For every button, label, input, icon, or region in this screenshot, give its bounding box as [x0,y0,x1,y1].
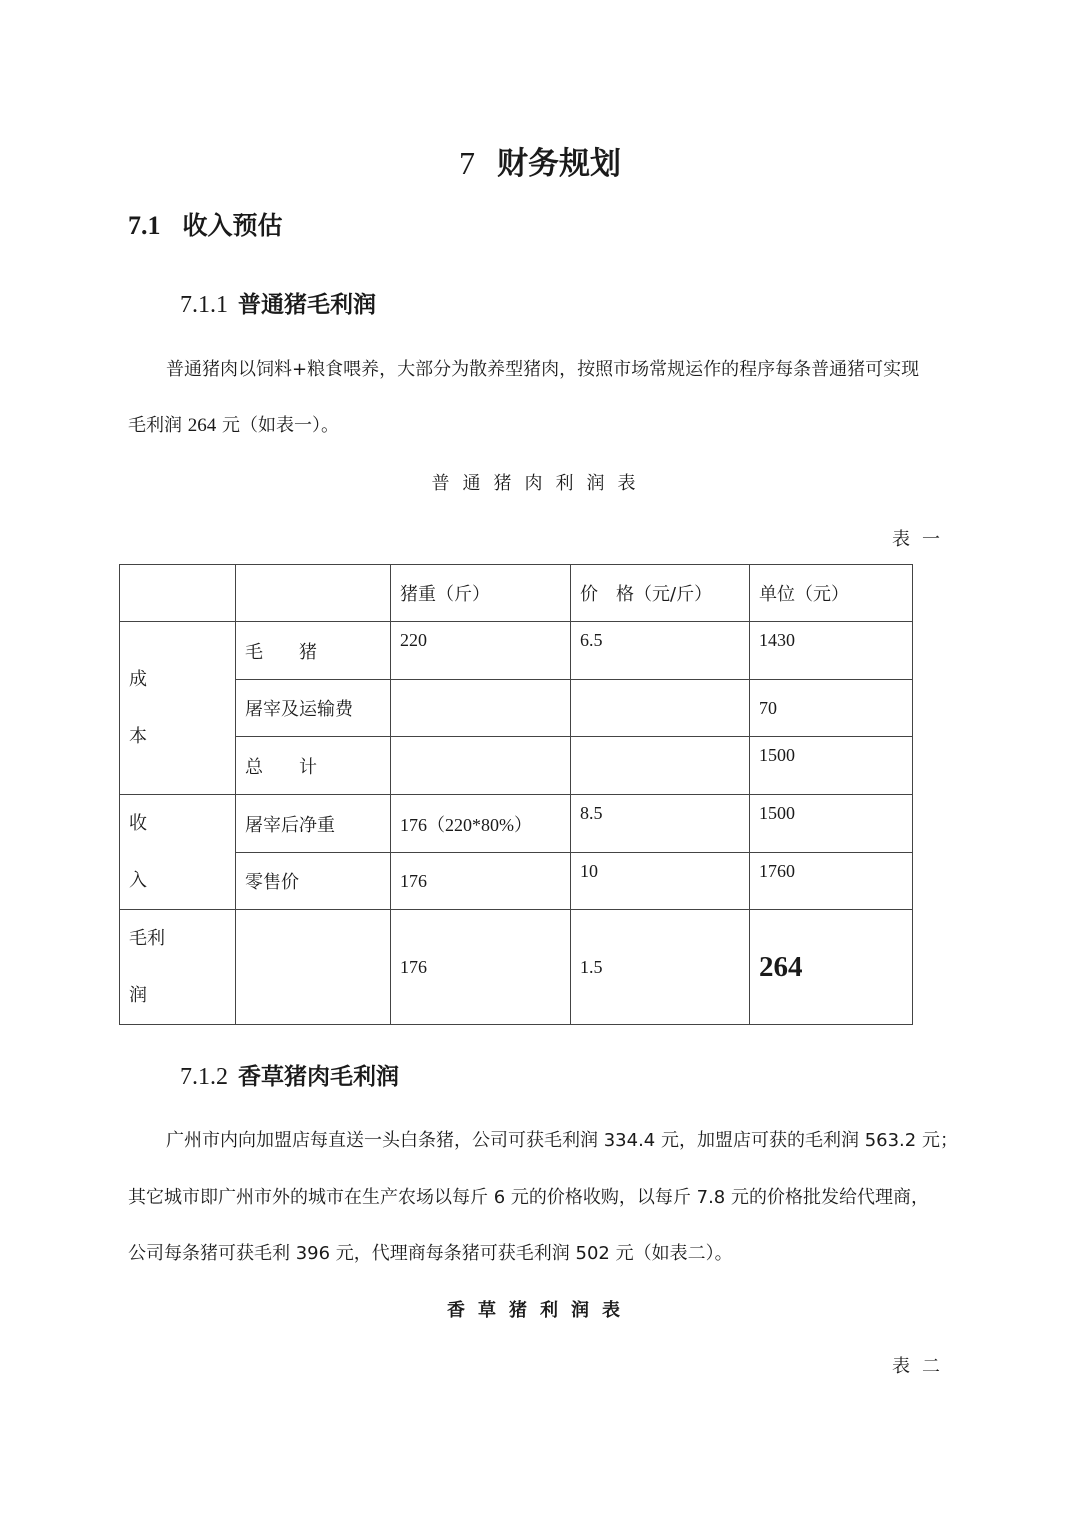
table-header-row [120,565,913,622]
subsection-title-1: 普通猪毛利润 [238,292,376,318]
header-unit: 单位（元） [750,565,913,622]
p1-text-b: 元（如表一）。 [216,415,339,436]
profit-table-1 [119,564,913,1025]
gross-profit-value: 264 [759,950,803,983]
chapter-number: 7 [459,145,475,181]
income-group-label [120,795,236,910]
row-item: 总 计 [236,737,391,795]
p1-number: 264 [187,415,217,436]
paragraph-2-line-1: 广州市内向加盟店每直送一头白条猪，公司可获毛利润 334.4 元，加盟店可获的毛利润 563.2 元； [166,1130,958,1151]
income-group-text: 收入 [129,813,147,891]
table-row [120,622,913,680]
header-price: 价 格（元/斤） [571,565,750,622]
table2-label: 表二 [892,1356,952,1377]
subsection-number-1: 7.1.1 [180,292,228,318]
paragraph-1-line-2 [128,411,339,437]
row-weight: 176（220*80%） [391,795,571,853]
subsection-heading-1 [180,286,376,319]
row-price [571,737,750,795]
subsection-title-2: 香草猪肉毛利润 [238,1064,399,1090]
row-unit [750,910,913,1025]
p1-text-a: 毛利润 [128,415,188,436]
chapter-title [0,138,1080,183]
section-heading [128,206,283,242]
row-weight [391,737,571,795]
row-item: 屠宰及运输费 [236,680,391,737]
section-number: 7.1 [128,211,161,240]
row-unit: 1430 [750,622,913,680]
table-row [120,795,913,853]
row-weight: 176 [391,910,571,1025]
row-unit: 1500 [750,737,913,795]
profit-group-label [120,910,236,1025]
row-price: 1.5 [571,910,750,1025]
row-unit: 70 [750,680,913,737]
table2-caption: 香草猪利润表 [447,1300,633,1321]
row-weight: 176 [391,853,571,910]
header-cell-empty-2 [236,565,391,622]
subsection-number-2: 7.1.2 [180,1064,228,1090]
table-row [120,910,913,1025]
row-price: 10 [571,853,750,910]
paragraph-2-line-3: 公司每条猪可获毛利 396 元，代理商每条猪可获毛利润 502 元（如表二）。 [128,1243,733,1264]
section-title: 收入预估 [182,211,283,240]
header-cell-empty-1 [120,565,236,622]
table1-caption: 普通猪肉利润表 [431,473,649,494]
header-weight: 猪重（斤） [391,565,571,622]
table1-label: 表一 [892,529,952,550]
row-price: 8.5 [571,795,750,853]
row-weight [391,680,571,737]
row-item: 毛 猪 [236,622,391,680]
subsection-heading-2 [180,1058,399,1091]
paragraph-1-line-1: 普通猪肉以饲料+粮食喂养，大部分为散养型猪肉，按照市场常规运作的程序每条普通猪可实现 [166,359,920,380]
cost-group-label [120,622,236,795]
row-item [236,910,391,1025]
table-row [120,737,913,795]
row-item: 屠宰后净重 [236,795,391,853]
chapter-title-text: 财务规划 [497,146,621,182]
row-item: 零售价 [236,853,391,910]
paragraph-2-line-2: 其它城市即广州市外的城市在生产农场以每斤 6 元的价格收购，以每斤 7.8 元的价格批发给代理商， [128,1187,929,1208]
row-unit: 1500 [750,795,913,853]
row-weight: 220 [391,622,571,680]
table-row [120,853,913,910]
row-price [571,680,750,737]
table-row [120,680,913,737]
profit-group-text: 毛利润 [129,928,165,1006]
row-unit: 1760 [750,853,913,910]
row-price: 6.5 [571,622,750,680]
cost-group-text: 成本 [129,669,147,747]
